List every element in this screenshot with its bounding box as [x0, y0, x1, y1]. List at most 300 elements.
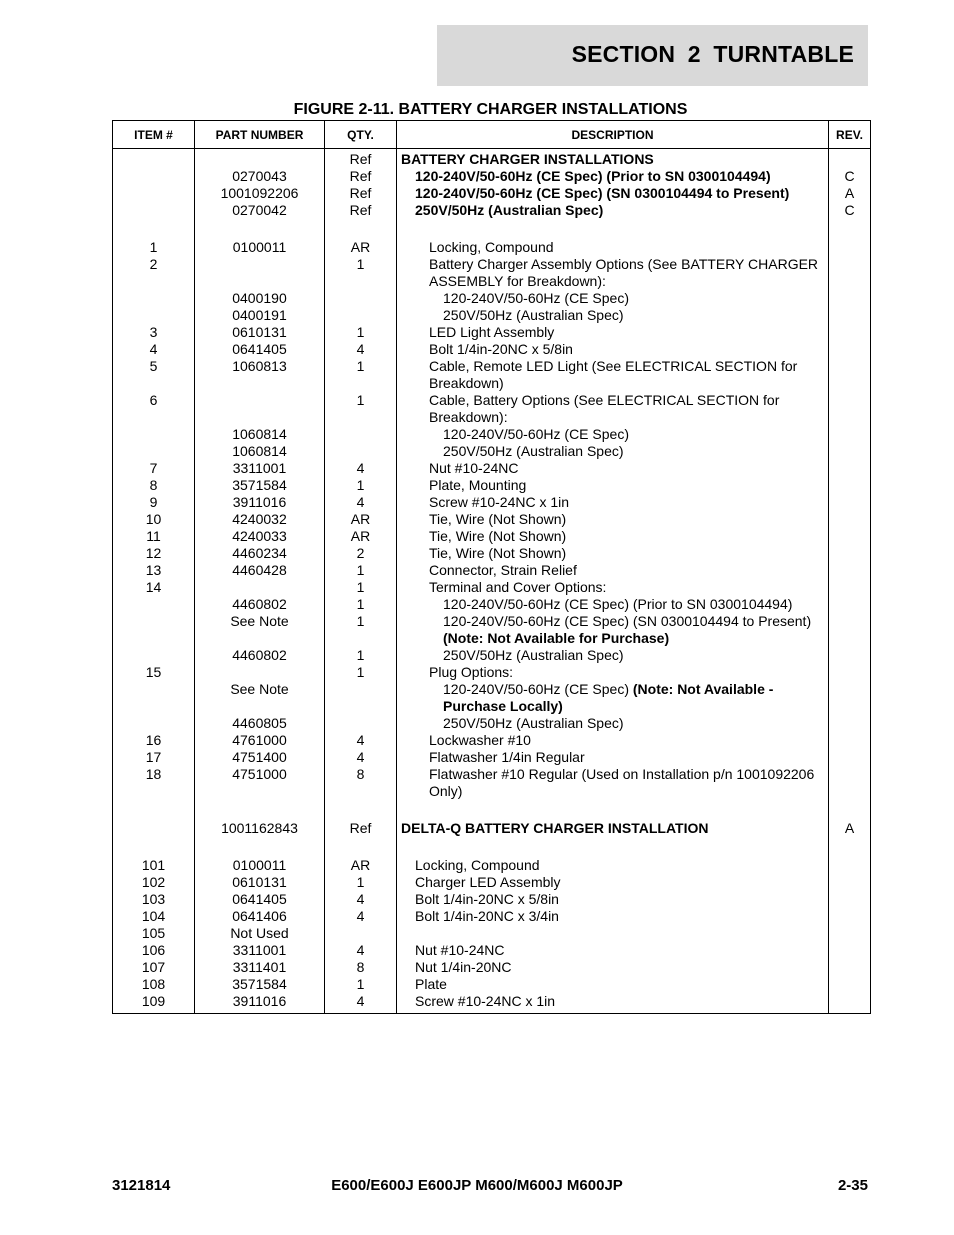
- item-number-cell: 9: [113, 494, 195, 511]
- table-row: [113, 613, 871, 647]
- item-number-cell: 1: [113, 239, 195, 256]
- description-content: [397, 596, 822, 613]
- description-cell: [397, 681, 829, 715]
- qty-cell: [325, 307, 397, 324]
- description-text: 120-240V/50-60Hz (CE Spec) (Prior to SN 0300104494): [443, 596, 793, 612]
- description-content: [397, 732, 822, 749]
- description-content: [397, 256, 822, 290]
- revision-cell: [829, 494, 871, 511]
- description-text: 120-240V/50-60Hz (CE Spec) (SN 0300104494 to Present): [415, 185, 790, 201]
- description-cell: [397, 891, 829, 908]
- description-content: [397, 664, 822, 681]
- description-content: [397, 443, 822, 460]
- qty-cell: 4: [325, 341, 397, 358]
- description-content: [397, 460, 822, 477]
- table-row: [113, 392, 871, 426]
- description-cell: [397, 477, 829, 494]
- description-content: [397, 959, 822, 976]
- table-row: [113, 579, 871, 596]
- revision-cell: [829, 681, 871, 715]
- description-content: [397, 993, 822, 1010]
- description-cell: [397, 545, 829, 562]
- spacer-cell: [113, 800, 195, 820]
- item-number-cell: 106: [113, 942, 195, 959]
- description-content: [397, 891, 822, 908]
- table-row: [113, 925, 871, 942]
- description-cell: [397, 341, 829, 358]
- spacer-cell: [113, 219, 195, 239]
- description-cell: [397, 613, 829, 647]
- description-content: [397, 494, 822, 511]
- description-content: [397, 749, 822, 766]
- revision-cell: [829, 766, 871, 800]
- part-number-cell: 3311001: [195, 942, 325, 959]
- part-number-cell: [195, 664, 325, 681]
- description-content: [397, 511, 822, 528]
- part-number-cell: See Note: [195, 613, 325, 647]
- item-number-cell: 6: [113, 392, 195, 426]
- description-cell: [397, 149, 829, 169]
- table-row: [113, 820, 871, 837]
- qty-cell: Ref: [325, 168, 397, 185]
- description-text: Screw #10-24NC x 1in: [415, 993, 556, 1009]
- description-text: Bolt 1/4in-20NC x 5/8in: [415, 891, 559, 907]
- item-number-cell: 105: [113, 925, 195, 942]
- spacer-cell: [397, 219, 829, 239]
- qty-cell: 4: [325, 732, 397, 749]
- spacer-cell: [113, 837, 195, 857]
- table-row: [113, 942, 871, 959]
- table-row: [113, 528, 871, 545]
- description-text: 120-240V/50-60Hz (CE Spec) (SN 0300104494 to Present): [443, 613, 812, 629]
- part-number-cell: 0100011: [195, 857, 325, 874]
- qty-cell: [325, 681, 397, 715]
- description-content: [397, 341, 822, 358]
- table-row: [113, 749, 871, 766]
- qty-cell: 4: [325, 460, 397, 477]
- item-number-cell: [113, 202, 195, 219]
- description-cell: [397, 528, 829, 545]
- description-content: [397, 185, 822, 202]
- table-row: [113, 341, 871, 358]
- part-number-cell: 4460428: [195, 562, 325, 579]
- table-row: [113, 545, 871, 562]
- part-number-cell: Not Used: [195, 925, 325, 942]
- description-text: Locking, Compound: [415, 857, 540, 873]
- description-text: Locking, Compound: [429, 239, 554, 255]
- qty-cell: [325, 715, 397, 732]
- qty-cell: [325, 426, 397, 443]
- column-header-description: DESCRIPTION: [397, 121, 829, 149]
- revision-cell: [829, 239, 871, 256]
- description-text: Flatwasher 1/4in Regular: [429, 749, 585, 765]
- description-cell: [397, 820, 829, 837]
- description-content: [397, 820, 822, 837]
- table-row: [113, 324, 871, 341]
- table-row: [113, 664, 871, 681]
- qty-cell: 4: [325, 908, 397, 925]
- item-number-cell: [113, 715, 195, 732]
- qty-cell: Ref: [325, 149, 397, 169]
- description-content: [397, 562, 822, 579]
- qty-cell: AR: [325, 528, 397, 545]
- qty-cell: Ref: [325, 185, 397, 202]
- table-row: [113, 959, 871, 976]
- description-content: [397, 942, 822, 959]
- revision-cell: [829, 874, 871, 891]
- revision-cell: [829, 426, 871, 443]
- part-number-cell: [195, 392, 325, 426]
- description-text: Tie, Wire (Not Shown): [429, 545, 567, 561]
- table-row: [113, 681, 871, 715]
- part-number-cell: 1060814: [195, 426, 325, 443]
- item-number-cell: [113, 426, 195, 443]
- description-content: [397, 324, 822, 341]
- column-header-rev: REV.: [829, 121, 871, 149]
- description-cell: [397, 976, 829, 993]
- qty-cell: 1: [325, 647, 397, 664]
- revision-cell: [829, 562, 871, 579]
- description-content: [397, 976, 822, 993]
- table-row: [113, 168, 871, 185]
- description-cell: [397, 426, 829, 443]
- revision-cell: C: [829, 168, 871, 185]
- footer-doc-number: 3121814: [112, 1177, 171, 1194]
- description-cell: [397, 766, 829, 800]
- revision-cell: [829, 976, 871, 993]
- item-number-cell: 18: [113, 766, 195, 800]
- item-number-cell: 12: [113, 545, 195, 562]
- description-cell: [397, 202, 829, 219]
- revision-cell: [829, 443, 871, 460]
- description-cell: [397, 942, 829, 959]
- section-title: SECTION 2 TURNTABLE: [571, 41, 854, 67]
- revision-cell: [829, 545, 871, 562]
- table-row: [113, 185, 871, 202]
- qty-cell: 1: [325, 477, 397, 494]
- description-text: Plug Options:: [429, 664, 514, 680]
- table-row: [113, 596, 871, 613]
- part-number-cell: 0641406: [195, 908, 325, 925]
- description-cell: [397, 358, 829, 392]
- part-number-cell: 4751400: [195, 749, 325, 766]
- revision-cell: [829, 477, 871, 494]
- table-row: [113, 426, 871, 443]
- spacer-row: [113, 800, 871, 820]
- item-number-cell: 102: [113, 874, 195, 891]
- item-number-cell: [113, 168, 195, 185]
- item-number-cell: 16: [113, 732, 195, 749]
- description-text: 250V/50Hz (Australian Spec): [443, 307, 624, 323]
- revision-cell: [829, 460, 871, 477]
- description-cell: [397, 256, 829, 290]
- qty-cell: Ref: [325, 820, 397, 837]
- column-header-part-number: PART NUMBER: [195, 121, 325, 149]
- table-row: [113, 857, 871, 874]
- description-cell: [397, 562, 829, 579]
- part-number-cell: 1060813: [195, 358, 325, 392]
- description-cell: [397, 460, 829, 477]
- description-text: DELTA-Q BATTERY CHARGER INSTALLATION: [401, 820, 709, 836]
- qty-cell: 1: [325, 324, 397, 341]
- part-number-cell: 4761000: [195, 732, 325, 749]
- description-cell: [397, 857, 829, 874]
- description-cell: [397, 579, 829, 596]
- qty-cell: 1: [325, 579, 397, 596]
- item-number-cell: 7: [113, 460, 195, 477]
- parts-table: [112, 120, 871, 1014]
- part-number-cell: 0610131: [195, 324, 325, 341]
- description-content: [397, 307, 822, 324]
- revision-cell: [829, 925, 871, 942]
- item-number-cell: 104: [113, 908, 195, 925]
- revision-cell: [829, 511, 871, 528]
- revision-cell: [829, 341, 871, 358]
- description-text: Plate, Mounting: [429, 477, 527, 493]
- revision-cell: [829, 358, 871, 392]
- description-cell: [397, 908, 829, 925]
- description-text: 120-240V/50-60Hz (CE Spec) (Prior to SN 0300104494): [415, 168, 771, 184]
- description-text: 120-240V/50-60Hz (CE Spec): [443, 426, 629, 442]
- qty-cell: 4: [325, 993, 397, 1014]
- description-text: Flatwasher #10 Regular (Used on Installation p/n 1001092206 Only): [429, 766, 815, 799]
- item-number-cell: 103: [113, 891, 195, 908]
- item-number-cell: [113, 820, 195, 837]
- part-number-cell: [195, 579, 325, 596]
- qty-cell: 4: [325, 494, 397, 511]
- revision-cell: A: [829, 820, 871, 837]
- description-cell: [397, 392, 829, 426]
- item-number-cell: 109: [113, 993, 195, 1014]
- description-content: [397, 528, 822, 545]
- item-number-cell: [113, 290, 195, 307]
- description-content: [397, 477, 822, 494]
- revision-cell: [829, 959, 871, 976]
- description-content: [397, 766, 822, 800]
- description-text: LED Light Assembly: [429, 324, 555, 340]
- revision-cell: [829, 664, 871, 681]
- part-number-cell: 3311001: [195, 460, 325, 477]
- description-text: Cable, Battery Options (See ELECTRICAL SECTION for Breakdown):: [429, 392, 780, 425]
- table-row: [113, 766, 871, 800]
- item-number-cell: [113, 185, 195, 202]
- part-number-cell: 0270043: [195, 168, 325, 185]
- table-row: [113, 460, 871, 477]
- part-number-cell: 4460802: [195, 596, 325, 613]
- revision-cell: [829, 324, 871, 341]
- description-text: Nut #10-24NC: [415, 942, 505, 958]
- item-number-cell: 17: [113, 749, 195, 766]
- table-row: [113, 511, 871, 528]
- part-number-cell: 4240032: [195, 511, 325, 528]
- description-cell: [397, 168, 829, 185]
- revision-cell: [829, 942, 871, 959]
- item-number-cell: 8: [113, 477, 195, 494]
- description-text: Nut 1/4in-20NC: [415, 959, 512, 975]
- revision-cell: C: [829, 202, 871, 219]
- spacer-cell: [325, 800, 397, 820]
- table-row: [113, 256, 871, 290]
- description-text: Bolt 1/4in-20NC x 5/8in: [429, 341, 573, 357]
- table-row: [113, 239, 871, 256]
- item-number-cell: 15: [113, 664, 195, 681]
- revision-cell: A: [829, 185, 871, 202]
- item-number-cell: 13: [113, 562, 195, 579]
- revision-cell: [829, 993, 871, 1014]
- qty-cell: 2: [325, 545, 397, 562]
- revision-cell: [829, 256, 871, 290]
- qty-cell: AR: [325, 511, 397, 528]
- part-number-cell: 4460805: [195, 715, 325, 732]
- table-row: [113, 202, 871, 219]
- description-cell: [397, 993, 829, 1014]
- table-row: [113, 891, 871, 908]
- description-text: 250V/50Hz (Australian Spec): [443, 647, 624, 663]
- description-content: [397, 681, 822, 715]
- column-header-item: ITEM #: [113, 121, 195, 149]
- part-number-cell: 1001162843: [195, 820, 325, 837]
- qty-cell: 1: [325, 562, 397, 579]
- spacer-cell: [195, 219, 325, 239]
- column-header-qty: QTY.: [325, 121, 397, 149]
- item-number-cell: 11: [113, 528, 195, 545]
- description-cell: [397, 443, 829, 460]
- spacer-row: [113, 219, 871, 239]
- item-number-cell: 5: [113, 358, 195, 392]
- footer-models: E600/E600J E600JP M600/M600J M600JP: [331, 1177, 623, 1194]
- part-number-cell: 0641405: [195, 891, 325, 908]
- table-row: [113, 443, 871, 460]
- description-cell: [397, 664, 829, 681]
- part-number-cell: 4240033: [195, 528, 325, 545]
- description-content: [397, 613, 822, 647]
- item-number-cell: [113, 596, 195, 613]
- spacer-cell: [325, 219, 397, 239]
- description-cell: [397, 596, 829, 613]
- revision-cell: [829, 891, 871, 908]
- part-number-cell: 0610131: [195, 874, 325, 891]
- revision-cell: [829, 647, 871, 664]
- qty-cell: [325, 925, 397, 942]
- description-content: [397, 647, 822, 664]
- revision-cell: [829, 749, 871, 766]
- table-row: [113, 562, 871, 579]
- part-number-cell: 4751000: [195, 766, 325, 800]
- revision-cell: [829, 149, 871, 169]
- description-text: 120-240V/50-60Hz (CE Spec): [443, 290, 629, 306]
- revision-cell: [829, 596, 871, 613]
- description-cell: [397, 732, 829, 749]
- part-number-cell: 3311401: [195, 959, 325, 976]
- qty-cell: [325, 290, 397, 307]
- table-row: [113, 976, 871, 993]
- description-note: (Note: Not Available for Purchase): [443, 630, 670, 646]
- spacer-cell: [829, 800, 871, 820]
- table-row: [113, 647, 871, 664]
- revision-cell: [829, 908, 871, 925]
- description-content: [397, 168, 822, 185]
- description-text: Tie, Wire (Not Shown): [429, 511, 567, 527]
- part-number-cell: [195, 256, 325, 290]
- description-text: Bolt 1/4in-20NC x 3/4in: [415, 908, 559, 924]
- description-cell: [397, 185, 829, 202]
- table-row: [113, 358, 871, 392]
- qty-cell: 8: [325, 766, 397, 800]
- part-number-cell: 1060814: [195, 443, 325, 460]
- part-number-cell: 4460802: [195, 647, 325, 664]
- spacer-cell: [397, 800, 829, 820]
- revision-cell: [829, 732, 871, 749]
- qty-cell: AR: [325, 239, 397, 256]
- table-row: [113, 715, 871, 732]
- description-content: [397, 426, 822, 443]
- description-content: [397, 239, 822, 256]
- part-number-cell: 3911016: [195, 993, 325, 1014]
- description-text: Tie, Wire (Not Shown): [429, 528, 567, 544]
- part-number-cell: See Note: [195, 681, 325, 715]
- part-number-cell: 1001092206: [195, 185, 325, 202]
- item-number-cell: 10: [113, 511, 195, 528]
- item-number-cell: [113, 647, 195, 664]
- item-number-cell: 4: [113, 341, 195, 358]
- qty-cell: 1: [325, 358, 397, 392]
- description-text: 250V/50Hz (Australian Spec): [443, 715, 624, 731]
- qty-cell: 1: [325, 256, 397, 290]
- description-content: [397, 290, 822, 307]
- part-number-cell: 0100011: [195, 239, 325, 256]
- qty-cell: AR: [325, 857, 397, 874]
- item-number-cell: [113, 613, 195, 647]
- spacer-cell: [195, 837, 325, 857]
- table-row: [113, 993, 871, 1014]
- table-row: [113, 149, 871, 169]
- item-number-cell: 14: [113, 579, 195, 596]
- part-number-cell: 0641405: [195, 341, 325, 358]
- revision-cell: [829, 307, 871, 324]
- description-text: Screw #10-24NC x 1in: [429, 494, 570, 510]
- qty-cell: 1: [325, 976, 397, 993]
- section-header: [437, 25, 868, 86]
- description-text: Lockwasher #10: [429, 732, 531, 748]
- description-content: [397, 151, 822, 168]
- item-number-cell: 2: [113, 256, 195, 290]
- description-cell: [397, 647, 829, 664]
- revision-cell: [829, 290, 871, 307]
- qty-cell: 8: [325, 959, 397, 976]
- description-text: Connector, Strain Relief: [429, 562, 577, 578]
- spacer-cell: [829, 219, 871, 239]
- item-number-cell: 3: [113, 324, 195, 341]
- description-content: [397, 358, 822, 392]
- description-content: [397, 874, 822, 891]
- spacer-row: [113, 837, 871, 857]
- description-cell: [397, 307, 829, 324]
- description-text: Nut #10-24NC: [429, 460, 519, 476]
- spacer-cell: [325, 837, 397, 857]
- description-content: [397, 545, 822, 562]
- description-cell: [397, 511, 829, 528]
- qty-cell: 1: [325, 392, 397, 426]
- footer-page-number: 2-35: [837, 1177, 868, 1194]
- description-text: Cable, Remote LED Light (See ELECTRICAL SECTION for Breakdown): [429, 358, 798, 391]
- revision-cell: [829, 392, 871, 426]
- qty-cell: [325, 443, 397, 460]
- part-number-cell: 0400191: [195, 307, 325, 324]
- table-row: [113, 732, 871, 749]
- description-content: [397, 908, 822, 925]
- description-text: Battery Charger Assembly Options (See BATTERY CHARGER ASSEMBLY for Breakdown):: [429, 256, 819, 289]
- description-content: [397, 857, 822, 874]
